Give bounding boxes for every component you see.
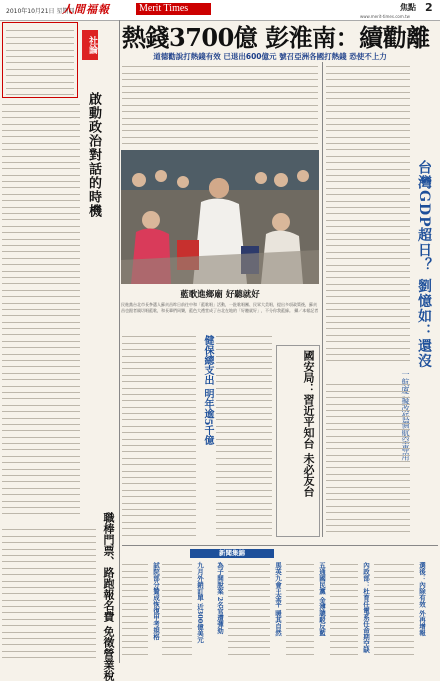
merit-times-label: Merit Times bbox=[136, 3, 211, 15]
site-url: www.merit-times.com.tw bbox=[360, 14, 410, 19]
main-subhead: 道德勸說打熱錢有效 已退出600億元 號召亞洲各國打熱錢 恐使不上力 bbox=[153, 52, 387, 61]
roundup-top-rule bbox=[122, 545, 438, 546]
photo-caption-title: 藍歌進鄉廟 好聽就好 bbox=[180, 290, 260, 300]
short-ma-wang: 馬英九會王金平 暖其自然 bbox=[274, 562, 282, 636]
budget-headline: 健保總支出 明年逾5千億 bbox=[202, 335, 213, 446]
editorial-top-text bbox=[3, 23, 77, 97]
roundup-text-2 bbox=[162, 560, 192, 658]
roundup-area bbox=[122, 560, 438, 660]
blackgold-headline: 職棒門票、路跑報名費 免徵營業稅 bbox=[102, 512, 115, 681]
short-interior: 內政部：杜育任電系任命期空缺 bbox=[362, 562, 370, 653]
main-headline: 熱錢3700億 彭淮南：續勸離 bbox=[122, 23, 430, 52]
photo-caption-body bbox=[121, 302, 319, 313]
short-kmt: 五通國民黨 金溥聰駁反藍 bbox=[318, 562, 326, 636]
photo-caption-text: 民進黨台北市長參選人蘇貞昌昨日前往中和「藍歌唱」活動，一批歌唱團、民眾大美唱，提出多項政策後，蘇貞昌也跟者親切唱藍歌，和長輩們同樂，藍色大禮堂成了台北在地的「好聽就好」，不分你我藍綠。 bbox=[121, 302, 317, 313]
gdp-headline: 台灣GDP超日？ 劉憶如：還沒 bbox=[416, 160, 432, 369]
column-divider-right bbox=[322, 62, 323, 537]
short-impeachment: 為子開脫案 2名官遭彈劾 bbox=[216, 562, 224, 634]
photo-caption-credit: 攝／本報記者 bbox=[294, 307, 319, 313]
roundup-banner: 新聞集錦 bbox=[190, 549, 274, 558]
security-headline: 國安局：習近平知台 未必友台 bbox=[302, 350, 315, 497]
section-label: 焦點 bbox=[400, 3, 416, 12]
roundup-text-1 bbox=[122, 560, 148, 658]
editorial-title: 啟動政治對話的時機 bbox=[86, 92, 101, 218]
page-number: 2 bbox=[425, 1, 433, 14]
security-body bbox=[326, 380, 410, 535]
gdp-body bbox=[326, 62, 410, 362]
gdp-subheadline: 一航廈 擬改低價航空專用 bbox=[401, 370, 410, 461]
crowd-photo-illustration bbox=[121, 150, 319, 284]
editorial-body bbox=[2, 100, 80, 520]
roundup-text-3 bbox=[228, 560, 270, 658]
short-election: 選後：內除有效 外再增報 bbox=[418, 562, 426, 636]
lead-story-body bbox=[122, 62, 318, 148]
news-photo bbox=[121, 150, 319, 284]
issue-date: 2010年10月21日 星期四 bbox=[6, 8, 75, 15]
editorial-label: 社論 bbox=[82, 30, 98, 60]
roundup-text-4 bbox=[286, 560, 314, 658]
editorial-top-box bbox=[2, 22, 78, 98]
roundup-text-5 bbox=[330, 560, 358, 658]
short-export-orders: 九月外銷訂單 近300億美元 bbox=[196, 562, 204, 643]
newspaper-logo: 人間福報 bbox=[62, 3, 110, 16]
budget-body-left bbox=[122, 332, 196, 537]
column-divider bbox=[119, 20, 120, 663]
short-exam-yuan: 試院部分贊成恢復甲考規格 bbox=[152, 562, 160, 640]
budget-body-right bbox=[216, 332, 272, 537]
roundup-text-6 bbox=[374, 560, 414, 658]
blackgold-body bbox=[2, 525, 96, 660]
